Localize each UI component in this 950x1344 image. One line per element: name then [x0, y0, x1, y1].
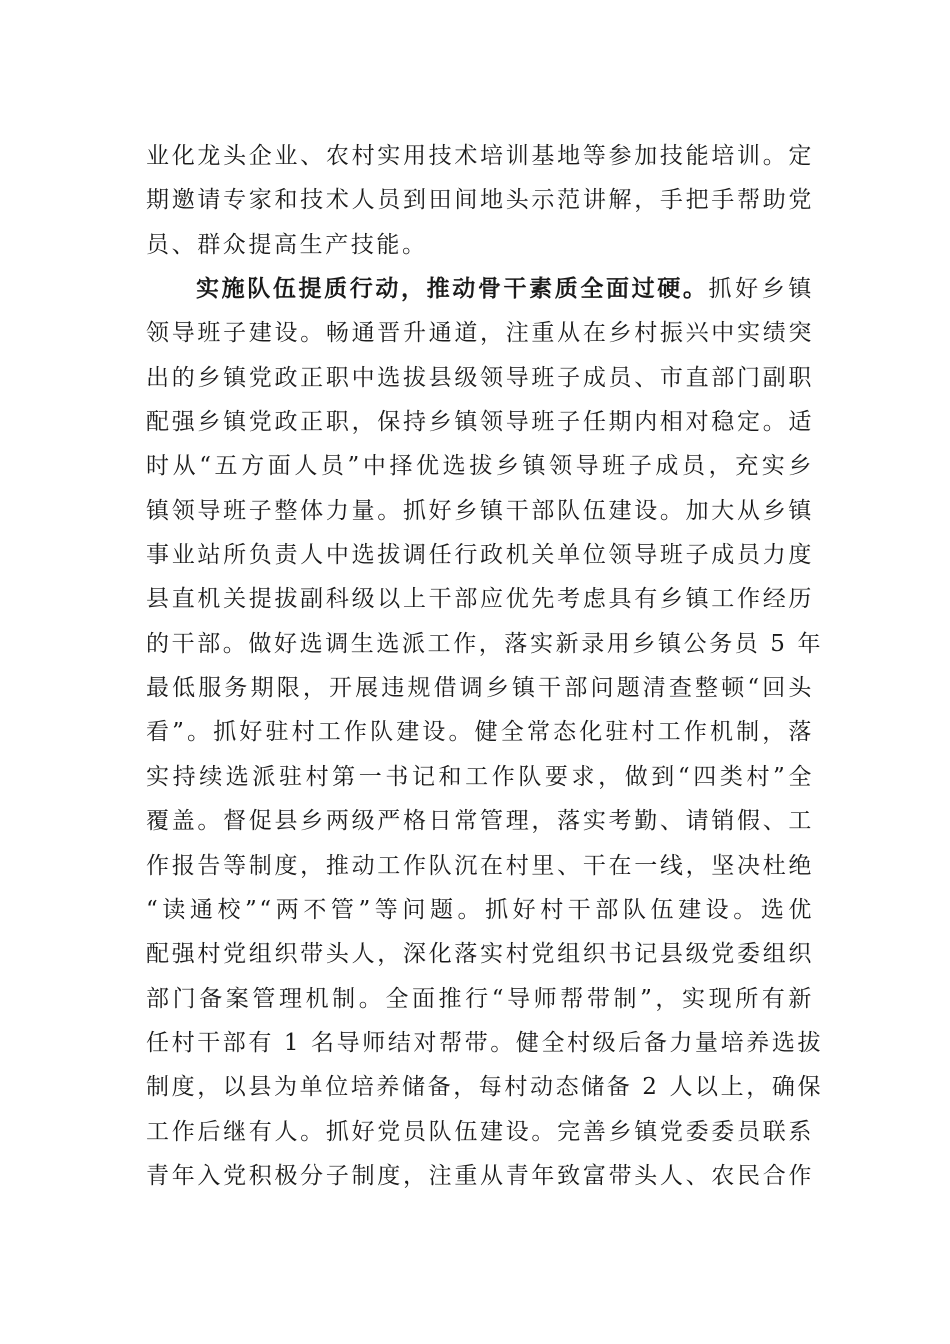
text-line: “读通校”“两不管”等问题。抓好村干部队伍建设。选优 [146, 896, 814, 923]
text-line: 县直机关提拔副科级以上干部应优先考虑具有乡镇工作经历 [146, 586, 814, 613]
text-line: 任村干部有 1 名导师结对帮带。健全村级后备力量培养选拔 [146, 1029, 824, 1056]
text-span: 抓好乡镇 [708, 276, 815, 303]
text-line: 时从“五方面人员”中择优选拔乡镇领导班子成员，充实乡 [146, 453, 814, 480]
paragraph-heading: 实施队伍提质行动，推动骨干素质全面过硬。 [196, 275, 709, 303]
text-line: 覆盖。督促县乡两级严格日常管理，落实考勤、请销假、工 [146, 808, 814, 835]
text-line: 领导班子建设。畅通晋升通道，注重从在乡村振兴中实绩突 [146, 320, 814, 347]
text-line: 最低服务期限，开展违规借调乡镇干部问题清查整顿“回头 [146, 675, 814, 702]
text-line: 期邀请专家和技术人员到田间地头示范讲解，手把手帮助党 [146, 187, 814, 214]
body-text [146, 134, 824, 1198]
text-line: 业化龙头企业、农村实用技术培训基地等参加技能培训。定 [146, 143, 814, 169]
text-line: 工作后继有人。抓好党员队伍建设。完善乡镇党委委员联系 [146, 1118, 814, 1145]
text-line: 配强村党组织带头人，深化落实村党组织书记县级党委组织 [146, 941, 814, 968]
paragraph-first-line [146, 267, 814, 311]
text-line: 看”。抓好驻村工作队建设。健全常态化驻村工作机制，落 [146, 719, 814, 746]
text-line: 配强乡镇党政正职，保持乡镇领导班子任期内相对稳定。适 [146, 409, 814, 436]
text-line: 出的乡镇党政正职中选拔县级领导班子成员、市直部门副职 [146, 364, 814, 391]
text-line: 部门备案管理机制。全面推行“导师帮带制”，实现所有新 [146, 985, 814, 1012]
text-line: 青年入党积极分子制度，注重从青年致富带头人、农民合作 [146, 1162, 814, 1189]
text-line: 实持续选派驻村第一书记和工作队要求，做到“四类村”全 [146, 763, 814, 790]
text-line: 员、群众提高生产技能。 [146, 231, 428, 258]
text-line: 的干部。做好选调生选派工作，落实新录用乡镇公务员 5 年 [146, 630, 824, 657]
text-line: 事业站所负责人中选拔调任行政机关单位领导班子成员力度 [146, 542, 814, 569]
paragraph-continued [146, 134, 814, 267]
text-line: 镇领导班子整体力量。抓好乡镇干部队伍建设。加大从乡镇 [146, 497, 814, 524]
text-line: 作报告等制度，推动工作队沉在村里、干在一线，坚决杜绝 [146, 852, 814, 879]
paragraph-team-quality [146, 267, 824, 1198]
text-line: 制度，以县为单位培养储备，每村动态储备 2 人以上，确保 [146, 1074, 824, 1101]
